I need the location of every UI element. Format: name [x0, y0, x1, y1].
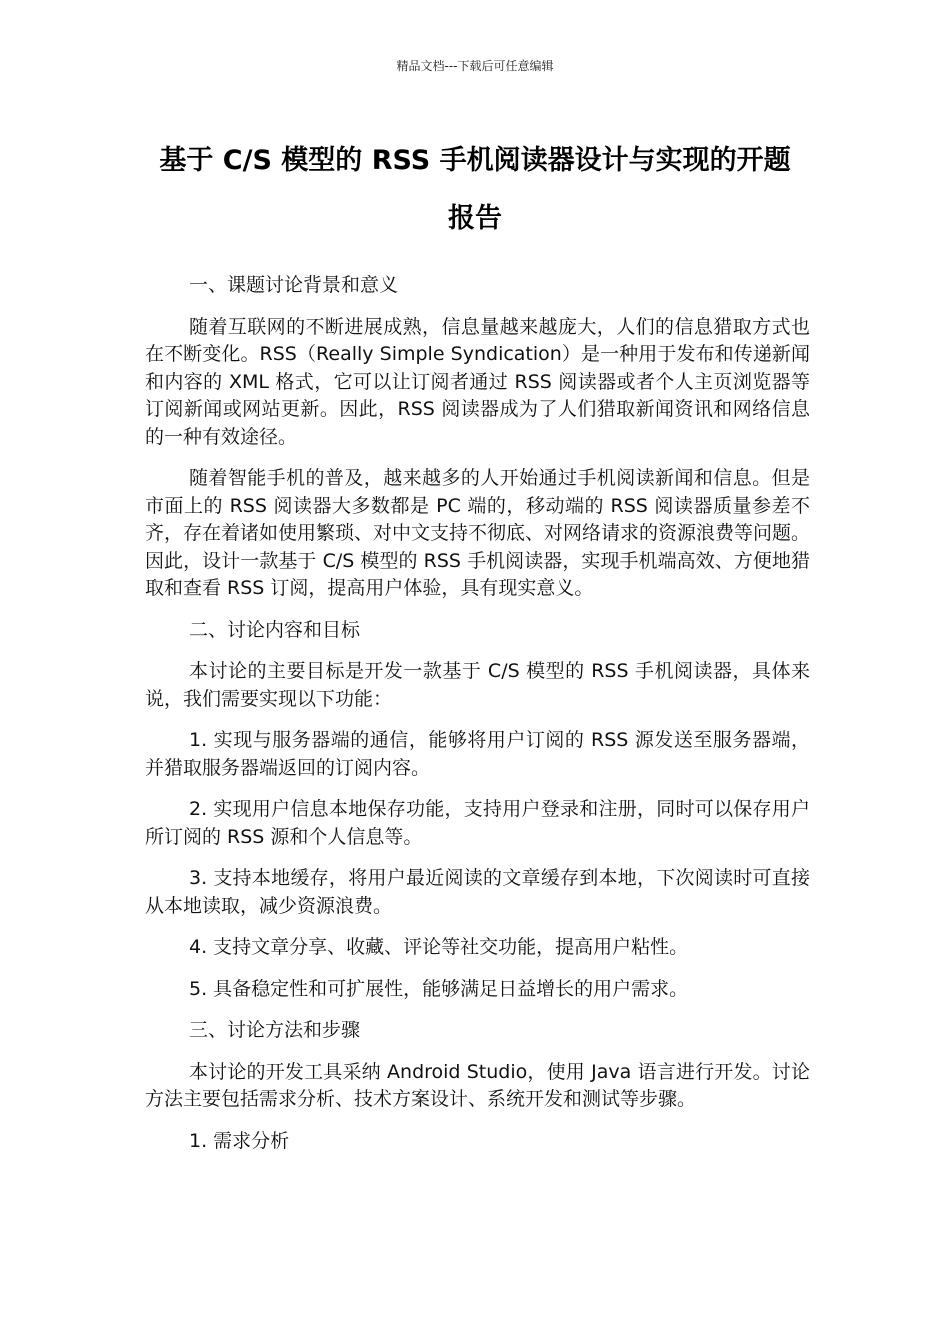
- section-3-paragraph-1: 本讨论的开发工具采纳 Android Studio，使用 Java 语言进行开发。讨论方法主要包括需求分析、技术方案设计、系统开发和测试等步骤。: [145, 1060, 810, 1110]
- section-1-heading: 一、课题讨论背景和意义: [189, 274, 399, 296]
- section-2-list-item-1: 1. 实现与服务器端的通信，能够将用户订阅的 RSS 源发送至服务器端，并猎取服务器端返回的订阅内容。: [145, 729, 810, 779]
- section-2-list-item-3: 3. 支持本地缓存，将用户最近阅读的文章缓存到本地，下次阅读时可直接从本地读取，减少资源浪费。: [145, 867, 810, 917]
- section-3-list-item-1: 1. 需求分析: [189, 1129, 290, 1152]
- header-note: 精品文档---下载后可任意编辑: [396, 59, 554, 73]
- section-2-paragraph-1: 本讨论的主要目标是开发一款基于 C/S 模型的 RSS 手机阅读器，具体来说，我们需要实现以下功能：: [145, 660, 810, 710]
- document-body: [145, 272, 810, 1169]
- section-1-paragraph-2: 随着智能手机的普及，越来越多的人开始通过手机阅读新闻和信息。但是市面上的 RSS 阅读器大多数都是 PC 端的，移动端的 RSS 阅读器质量参差不齐，存在着诸如使用繁琐、对中文支持不彻底、对网络请求的资源浪费等问题。因此，设计一款基于 C/S 模型的 RSS 手机阅读器，实现手机端高效、方便地猎取和查看 RSS 订阅，提高用户体验，具有现实意义。: [145, 467, 811, 599]
- document-title-line-2: 报告: [448, 203, 502, 234]
- section-1-paragraph-1: 随着互联网的不断进展成熟，信息量越来越庞大，人们的信息猎取方式也在不断变化。RSS（Really Simple Syndication）是一种用于发布和传递新闻和内容的 XML 格式，它可以让订阅者通过 RSS 阅读器或者个人主页浏览器等订阅新闻或网站更新。因此，RSS 阅读器成为了人们猎取新闻资讯和网络信息的一种有效途径。: [145, 315, 810, 448]
- section-2-heading: 二、讨论内容和目标: [189, 618, 361, 641]
- section-2-list-item-5: 5. 具备稳定性和可扩展性，能够满足日益增长的用户需求。: [189, 977, 689, 1000]
- section-3-heading: 三、讨论方法和步骤: [189, 1019, 361, 1041]
- document-title-line-1: 基于 C/S 模型的 RSS 手机阅读器设计与实现的开题: [159, 145, 791, 176]
- section-2-list-item-2: 2. 实现用户信息本地保存功能，支持用户登录和注册，同时可以保存用户所订阅的 RSS 源和个人信息等。: [145, 798, 810, 848]
- section-2-list-item-4: 4. 支持文章分享、收藏、评论等社交功能，提高用户粘性。: [189, 936, 689, 958]
